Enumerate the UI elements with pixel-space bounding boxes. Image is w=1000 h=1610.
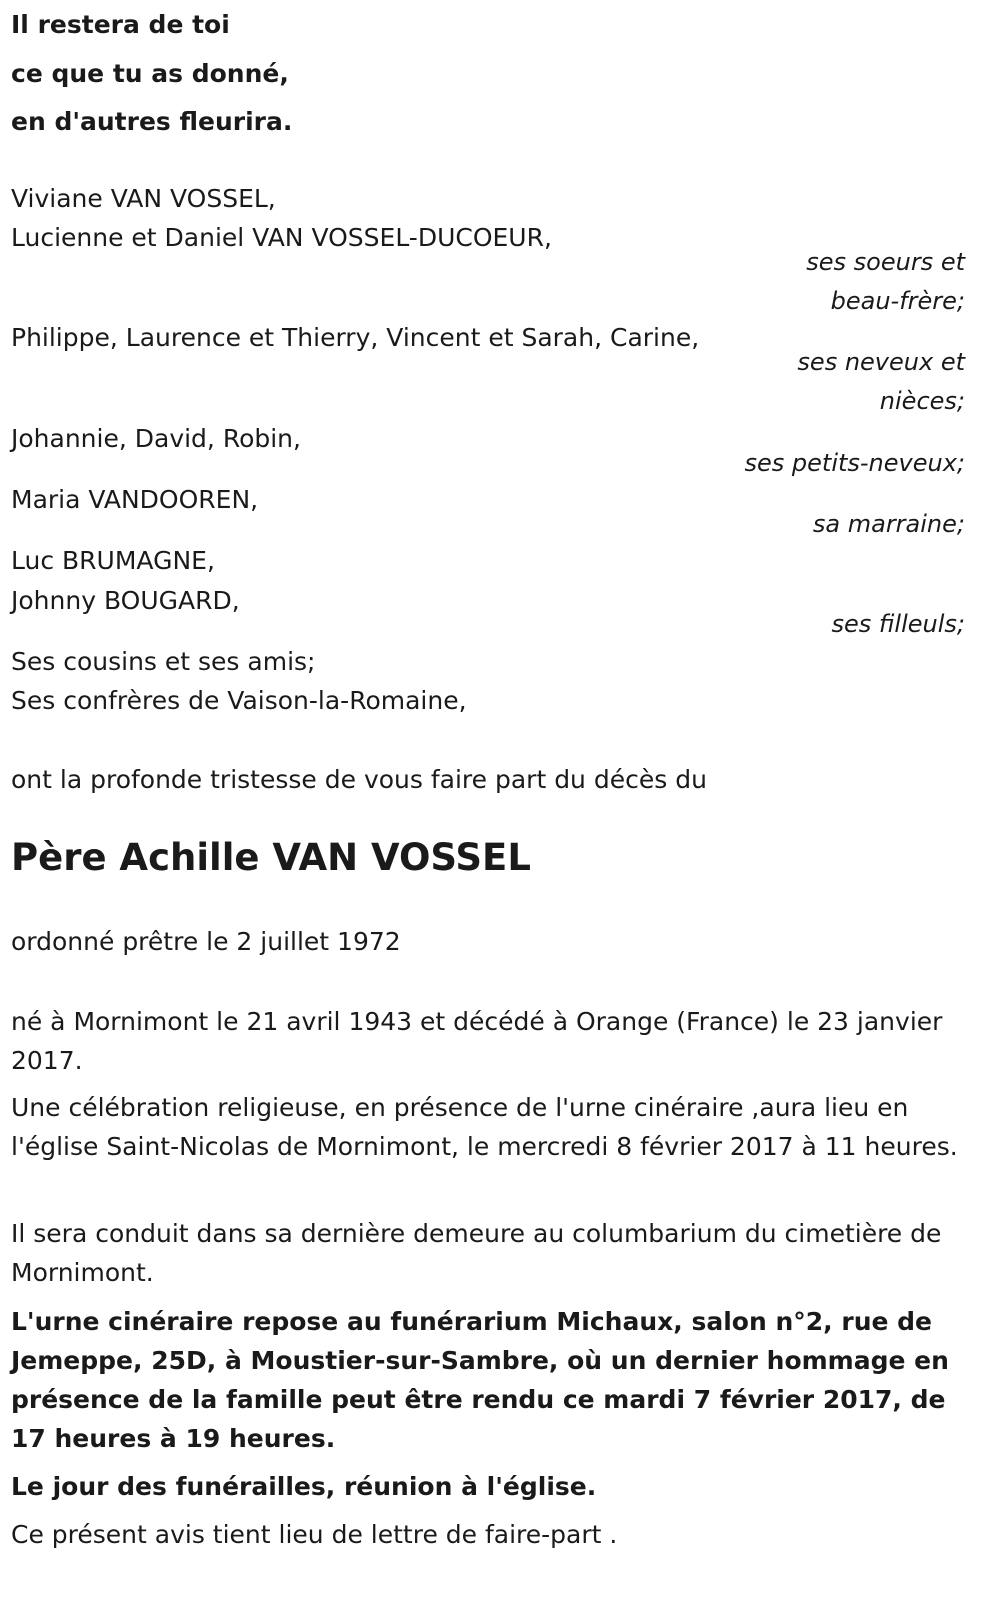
poem-line-1: Il restera de toi bbox=[11, 10, 230, 39]
relation-sisters: beau-frère; bbox=[830, 287, 965, 315]
family-colleagues: Ses confrères de Vaison-la-Romaine, bbox=[11, 686, 467, 715]
relation-sisters: ses soeurs et bbox=[806, 248, 965, 276]
family-grandnephews-names: Johannie, David, Robin, bbox=[11, 424, 301, 453]
funeral-meeting-text: Le jour des funérailles, réunion à l'église. bbox=[11, 1472, 597, 1501]
viewing-text: L'urne cinéraire repose au funérarium Michaux, salon n°2, rue de Jemeppe, 25D, à Moustier-sur-Sambre, où un dernier hommage en présence de la famille peut être rendu ce mardi 7 février 2017, de 17 heures à 19 heures. bbox=[11, 1307, 949, 1453]
relation-grandnephews: ses petits-neveux; bbox=[744, 449, 965, 477]
relation-godsons: ses filleuls; bbox=[831, 610, 965, 638]
family-sister-name: Lucienne et Daniel VAN VOSSEL-DUCOEUR, bbox=[11, 223, 552, 252]
burial-text: Il sera conduit dans sa dernière demeure au columbarium du cimetière de Mornimont. bbox=[11, 1219, 942, 1287]
relation-godmother: sa marraine; bbox=[812, 510, 965, 538]
family-cousins-friends: Ses cousins et ses amis; bbox=[11, 647, 316, 676]
family-godmother-name: Maria VANDOOREN, bbox=[11, 485, 259, 514]
poem-line-2: ce que tu as donné, bbox=[11, 59, 289, 88]
relation-nephews: nièces; bbox=[879, 387, 965, 415]
birth-death-text: né à Mornimont le 21 avril 1943 et décédé à Orange (France) le 23 janvier 2017. bbox=[11, 1007, 943, 1075]
announcement-text: ont la profonde tristesse de vous faire part du décès du bbox=[11, 765, 707, 794]
family-godson-name: Johnny BOUGARD, bbox=[11, 586, 240, 615]
family-godson-name: Luc BRUMAGNE, bbox=[11, 546, 215, 575]
family-sister-name: Viviane VAN VOSSEL, bbox=[11, 184, 276, 213]
deceased-name: Père Achille VAN VOSSEL bbox=[11, 836, 531, 879]
ceremony-text: Une célébration religieuse, en présence de l'urne cinéraire ,aura lieu en l'église Saint-Nicolas de Mornimont, le mercredi 8 février 2017 à 11 heures. bbox=[11, 1093, 958, 1161]
notice-text: Ce présent avis tient lieu de lettre de faire-part . bbox=[11, 1520, 618, 1549]
relation-nephews: ses neveux et bbox=[797, 348, 965, 376]
ordination-text: ordonné prêtre le 2 juillet 1972 bbox=[11, 927, 401, 956]
family-nephews-names: Philippe, Laurence et Thierry, Vincent et Sarah, Carine, bbox=[11, 323, 700, 352]
poem-line-3: en d'autres fleurira. bbox=[11, 107, 293, 136]
